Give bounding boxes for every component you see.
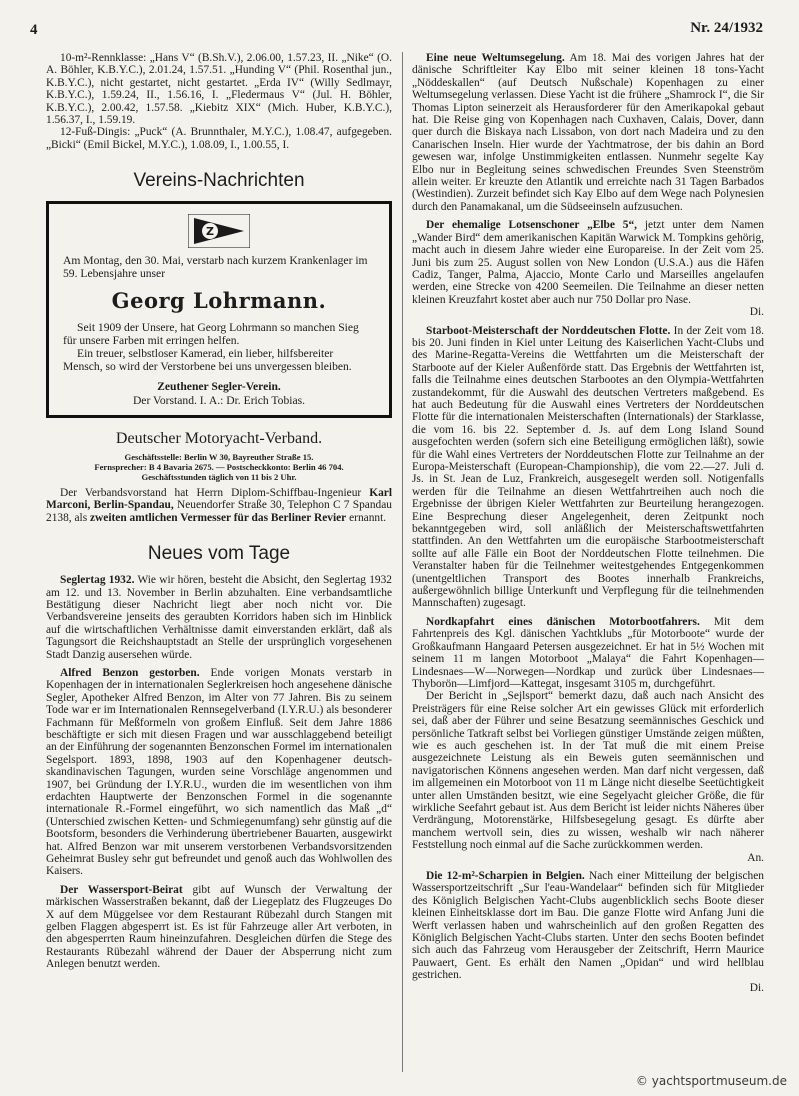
assoc-address: Geschäftsstelle: Berlin W 30, Bayreuther Straße 15. bbox=[124, 451, 314, 462]
article-lead: Die 12-m²-Scharpien in Belgien. bbox=[426, 870, 585, 882]
article-beirat: Der Wassersport-Beirat gibt auf Wunsch der Verwaltung der märkischen Wasserstraßen bekannt, daß der Liegeplatz des Flugzeuges Do X auf dem Müggelsee vor dem Restaurant Rübezahl durch Stangen mit gelben Flaggen abgesperrt ist. Es ist für Fahrzeuge aller Art verboten, in den abgesperrten Raum hineinzufahren. Desgleichen dürfen die Stege des Restaurants Rübezahl während der Dauer der Absperrung nicht zum Anlegen benutzt werden. bbox=[46, 883, 392, 971]
article-lead: Alfred Benzon gestorben. bbox=[60, 666, 200, 679]
article-lead: Eine neue Weltumsegelung. bbox=[426, 52, 565, 64]
appointee-role: zweiten amtlichen Vermesser für das Berliner Revier bbox=[90, 511, 347, 524]
neues-heading: Neues vom Tage bbox=[147, 543, 291, 565]
notice-para-2: Ein treuer, selbstloser Kamerad, ein lieber, hilfsbereiter Mensch, so wird der Verstorbene bei uns unvergessen bleiben. bbox=[63, 347, 352, 374]
article-elbe: Der ehemalige Lotsenschoner „Elbe 5“, jetzt unter dem Namen „Wander Bird“ dem amerikanischen Kapitän Warwick M. Tompkins gehörig, macht auch in diesem Jahre wieder eine Europareise. In der Zeit vom 25. Juni bis zum 25. August sollen von New London (U.S.A.) aus die Häfen Cadiz, Tanger, Palma, Ajaccio, Monte Carlo und Marseilles angelaufen werden, eine Strecke von 4200 Seemeilen. Die Teilnahme an dieser netten kleinen Kreuzfahrt kostet aber auch nur 750 Dollar pro Nase. bbox=[412, 219, 764, 306]
article-lead: Starboot-Meisterschaft der Norddeutschen Flotte. bbox=[426, 324, 671, 337]
article-benzon: Alfred Benzon gestorben. Ende vorigen Monats verstarb in Kopenhagen der in internationalen Seglerkreisen hoch angesehene dänische Segler, Apotheker Alfred Benzon, im Alter von 77 Jahren. Bis zu seinem Tode war er im Internationalen Rennsegelverband (I.Y.R.U.) als besonderer Fachmann für Meßformeln von großem Einfluß. Seit dem Jahre 1886 beschäftigte er sich mit diesen Fragen und war ausschlaggebend beteiligt an der Einführung der sogenannten Benzonschen Formel im internationalen Segelsport. 1893, 1898, 1903 auf den Kopenhagener deutsch-skandinavischen Tagungen, wurden seine Vorschläge angenommen und 1907, bei Gründung der I.Y.R.U., wurden die im wesentlichen von ihm erdachten Hauptwerte der Benzonschen Formel in die sogenannte internationale R.-Formel eingeführt, wo sich namentlich das Maß „d“ (Unterschied zwischen Ketten- und Schmiegenumfang) sehr günstig auf die Bootsform, besonders die Verhinderung übertriebener Bauarten, ausgewirkt hat. Alfred Benzon war mit unserem verstorbenen Verbandsvorsitzenden Geheimrat Busley sehr gut befreundet und genoß auch das Wohlwollen des Kaisers. bbox=[46, 666, 392, 878]
article-signature: Di. bbox=[749, 981, 764, 994]
article-lead: Der ehemalige Lotsenschoner „Elbe 5“, bbox=[426, 219, 638, 232]
appointee-name: Karl Marconi, Berlin-Spandau, bbox=[46, 486, 392, 512]
club-pennant-icon bbox=[188, 214, 250, 248]
obituary-notice bbox=[46, 201, 392, 418]
vereins-heading: Vereins-Nachrichten bbox=[133, 170, 305, 192]
right-column bbox=[412, 52, 764, 994]
race-results-10m: 10-m²-Rennklasse: „Hans V“ (B.Sh.V.), 2.06.00, 1.57.23, II. „Nike“ (O. A. Böhler, K.B.Y.C.), 2.01.24, 1.57.51. „Hunding V“ (Phil. Rosenthal jun., K.B.Y.C.), nicht gestartet, nicht gestartet. „Erda IV“ (Willy Sedlmayr, K.B.Y.C.), 1.59.24, II., 1.56.16, I. „Fledermaus V“ (Jul. H. Böhler, K.B.Y.C.), 2.00.42, 1.57.58. „Kiebitz XIX“ (Mich. Huber, K.B.Y.C.), 1.56.37, I., 1.59.19. bbox=[46, 52, 392, 127]
deceased-name: Georg Lohrmann. bbox=[111, 287, 327, 313]
article-seglertag: Seglertag 1932. Wie wir hören, besteht die Absicht, den Seglertag 1932 am 12. und 13. November in Berlin abzuhalten. Eine verbandsamtliche Bestätigung dieser Nachricht liegt aber noch nicht vor. Die Verbandsvereine jenseits des geraubten Korridors haben sich im Hinblick auf die wirtschaftlichen Verhältnisse damit einverstanden erklärt, daß als Tagungsort die Reichshauptstadt an Stelle der ursprünglich vorgesehenen Stadt Danzig ausersehen würde. bbox=[46, 574, 392, 661]
assoc-hours: Geschäftsstunden täglich von 11 bis 2 Uhr. bbox=[141, 471, 297, 482]
article-scharpien: Die 12-m²-Scharpien in Belgien. Nach einer Mitteilung der belgischen Wassersportzeitschrift „Sur l'eau-Wandelaar“ befinden sich für Mitglieder des Königlich Belgischen Yacht-Clubs augenblicklich sechs Boote dieser kleinen Einheitsklasse dort im Bau. Die ganze Flotte wird Anfang Juni die Werft verlassen haben und wahrscheinlich auf den großen Regatten des Königlich Belgischen Yacht-Clubs starten. Unter den sechs Booten befindet sich auch das Fahrzeug vom Herausgeber der Zeitschrift, Herrn Maurice Pauwaert, Gent. Es erhält den Namen „Opidan“ und wird hellblau gestrichen. bbox=[412, 870, 764, 982]
article-nordkap: Nordkapfahrt eines dänischen Motorbootfahrers. Mit dem Fahrtenpreis des Kgl. dänischen Yachtklubs „für Motorboote“ wurde der Großkaufmann Hangaard Petersen ausgezeichnet. Er hat in 5½ Wochen mit seinem 11 m langen Motorboot „Malaya“ die Fahrt Kopenhagen—Lindesnaes—W—Norwegen—Nordkap und zurück über Lindesnaes—Thyborön—Limfjord—Kattegat, insgesamt 3105 m, durchgeführt. bbox=[412, 615, 764, 690]
assoc-phone: Fernsprecher: B 4 Bavaria 2675. — Postscheckkonto: Berlin 46 704. bbox=[94, 461, 344, 472]
article-lead: Der Wassersport-Beirat bbox=[60, 883, 183, 896]
notice-board: Der Vorstand. I. A.: Dr. Erich Tobias. bbox=[132, 393, 306, 407]
left-column bbox=[46, 52, 392, 971]
article-lead: Nordkapfahrt eines dänischen Motorbootfahrers. bbox=[426, 615, 700, 628]
pennant-letter: Z bbox=[206, 225, 214, 239]
watermark: © yachtsportmuseum.de bbox=[635, 1074, 787, 1088]
article-signature: Di. bbox=[749, 306, 764, 319]
race-results-dingis: 12-Fuß-Dingis: „Puck“ (A. Brunnthaler, M.Y.C.), 1.08.47, aufgegeben. „Bicki“ (Emil Bickel, M.Y.C.), 1.08.09, I., 1.00.55, I. bbox=[46, 126, 392, 151]
notice-para-1: Seit 1909 der Unsere, hat Georg Lohrmann so manchen Sieg für unsere Farben mit erringen helfen. bbox=[63, 320, 359, 347]
notice-intro: Am Montag, den 30. Mai, verstarb nach kurzem Krankenlager im 59. Lebensjahre unser bbox=[63, 254, 368, 281]
article-signature: An. bbox=[747, 851, 764, 864]
article-lead: Seglertag 1932. bbox=[60, 574, 135, 587]
page-number: 4 bbox=[30, 22, 38, 38]
article-nordkap-2: Der Bericht in „Sejlsport“ bemerkt dazu, daß auch nach Ansicht des Preisträgers für eine Reise solcher Art ein gewisses Glück mit erforderlich sei, daß aber der Führer und seine Besatzung seemännisches Geschick und persönliche Tatkraft selbst bei Vorliegen günstiger Umstände zeigen müßten, wie es auch geschehen ist. In der Tat muß die mit einem Preise ausgezeichnete Leistung als ein Beweis guten seemännischen und navigatorischen Könnens angesehen werden. Man darf nicht vergessen, daß im allgemeinen ein Motorboot von 11 m Länge nicht dieselbe Seetüchtigkeit unter allen Umständen besitzt, wie eine Segelyacht gleicher Größe, die für wirkliche Seefahrt gebaut ist. Aus dem Bericht ist leider nichts Näheres über Verdrängung, Motorenstärke, Hilfsbesegelung gesagt. Es dürfte aber manchem wertvoll sein, dies zu wissen, weshalb wir nach näherer Feststellung noch einmal auf die Sache zurückkommen werden. bbox=[412, 690, 764, 852]
article-weltumsegelung: Eine neue Weltumsegelung. Am 18. Mai des vorigen Jahres hat der dänische Schriftleiter Kay Elbo mit seiner kleinen 18 tons-Yacht „Nöddeskallen“ (auf Deutsch Nußschale) Kopenhagen zu einer Weltumsegelung verlassen. Diese Yacht ist die frühere „Shamrock I“, die Sir Thomas Lipton seinerzeit als Herausforderer für den Amerikapokal gebaut hat. Die Reise ging von Kopenhagen nach Cuxhaven, Calais, Dover, dann quer durch die Biskaya nach Lissabon, von dort nach Madeira und zu den Canarischen Inseln. Hier wurde der Yachtmatrose, der bis dahin an Bord gewesen war, infolge Unstimmigkeiten entlassen. Nunmehr segelte Kay Elbo nur in Begleitung seines schwedischen Freundes Sven Steenström allein weiter. Er kreuzte den Atlantik und erreichte nach 31 Tagen Barbados (Westindien). Zurzeit befindet sich Kay Elbo auf dem Wege nach Polynesien durch den Panamakanal, um die Südseeinseln aufzusuchen. bbox=[412, 52, 764, 213]
column-divider bbox=[402, 52, 403, 1072]
assoc-announcement: Der Verbandsvorstand hat Herrn Diplom-Schiffbau-Ingenieur Karl Marconi, Berlin-Spandau, Neuendorfer Straße 30, Telephon C 7 Spandau 2138, als zweiten amtlichen Vermesser für das Berliner Revier ernannt. bbox=[46, 486, 392, 524]
notice-club: Zeuthener Segler-Verein. bbox=[157, 380, 281, 394]
assoc-contact bbox=[46, 452, 392, 482]
assoc-title: Deutscher Motoryacht-Verband. bbox=[115, 429, 323, 447]
issue-number: Nr. 24/1932 bbox=[690, 20, 763, 36]
article-starboot: Starboot-Meisterschaft der Norddeutschen Flotte. In der Zeit vom 18. bis 20. Juni finden in Kiel unter Leitung des Kaiserlichen Yacht-Clubs und des Marine-Regatta-Vereins die Wettfahrten um die Meisterschaft der Starboote auf der Kieler Außenförde statt. Das Ergebnis der Wettfahrten ist, falls die Teilnahme eines deutschen Starbootes an den Olympia-Wettfahrten zustandekommt, für die Auswahl des deutschen Vertreters maßgebend. Es hat auch Bedeutung für die Auswahl eines Vertreters der Norddeutschen Flotte für die internationalen Meisterschaften (Internationals) der Starklasse, die vom 16. bis 22. September d. Js. auf dem Long Island Sound ausgefochten werden (sofern sich eine Beteiligung ermöglichen läßt), sowie für die Wahl eines Vertreters der Norddeutschen Flotte zur Teilnahme an der Europa-Meisterschaft (European-Championship), die vom 22.—27. Juli d. Js. in St. Jean de Luz, Frankreich, ausgesegelt werden soll. Notigenfalls werden für die Teilnahme an diesen Wettfahrtreihen auch noch die Ergebnisse der übrigen Kieler Wettfahrten zur Beurteilung herangezogen. Eine Besprechung dieser Angelegenheit, deren Zeitpunkt noch bekanntgegeben wird, soll anläßlich der Meisterschaftswettfahrten stattfinden. An den Wettfahrten um die europäische Starbootmeisterschaft sollte auf alle Fälle ein Boot der Norddeutschen Flotte teilnehmen. Die Veranstalter haben für die Teilnehmer weitestgehendes Entgegenkommen (unentgeltlichen Transport des Bootes innerhalb Frankreichs, außergewöhnlich billige Unterkunft und Verpflegung für die teilnehmenden Mannschaften) zugesagt. bbox=[412, 324, 764, 610]
